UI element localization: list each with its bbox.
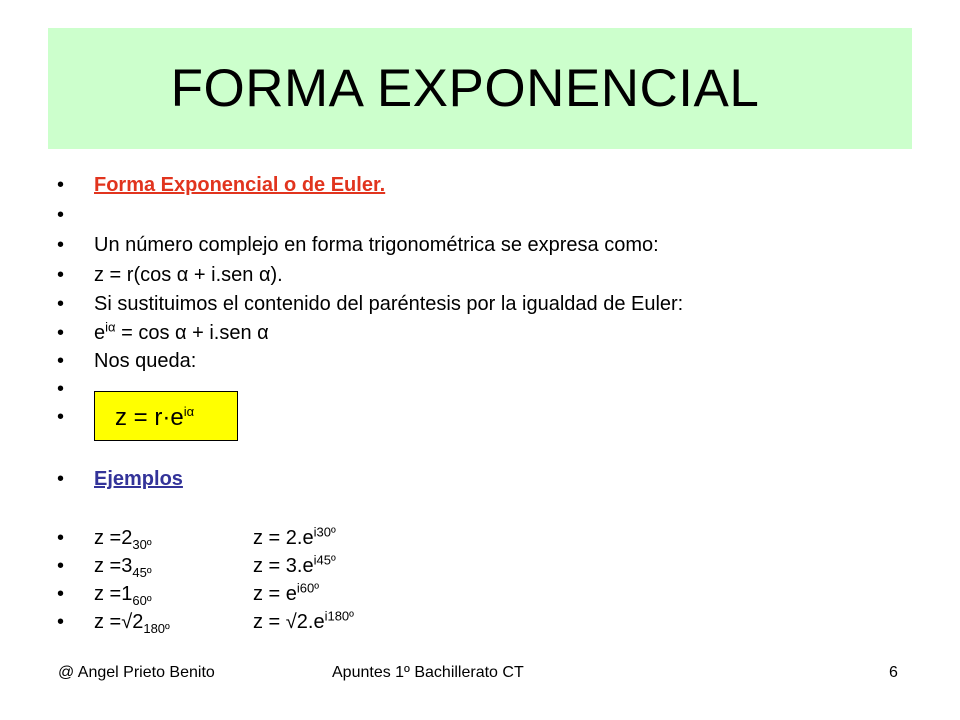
example-exponential: $z = √2.e^{i180º}$ (253, 608, 354, 633)
example-exponential: $z = 2.e^{i30º}$ (253, 524, 336, 549)
bullet: • (57, 527, 65, 549)
example-exponential: $z = e^{i60º}$ (253, 580, 320, 605)
bullet: • (57, 264, 65, 286)
bullet: • (57, 583, 65, 605)
bullet: • (57, 378, 65, 400)
section-heading: Forma Exponencial o de Euler. (94, 174, 386, 196)
slide-title: FORMA EXPONENCIAL (170, 59, 760, 118)
example-polar: $z =1_{60º}$ (94, 583, 152, 608)
bullet: • (57, 174, 65, 196)
example-polar: $z =2_{30º}$ (94, 527, 152, 552)
example-polar: $z =3_{45º}$ (94, 555, 152, 580)
exponential-form-equation: $z = r\cdot e^{i\alpha}$ (115, 404, 195, 431)
bullet: • (57, 350, 65, 372)
bullet: • (57, 555, 65, 577)
bullet-text: Un número complejo en forma trigonométrica se expresa como: (94, 234, 659, 256)
bullet-text: Si sustituimos el contenido del paréntesis por la igualdad de Euler: (94, 293, 684, 315)
bullet: • (57, 468, 65, 490)
bullet: • (57, 406, 65, 428)
title-banner (48, 28, 912, 149)
footer-author: @ Angel Prieto Benito (58, 664, 215, 681)
examples-heading: Ejemplos (94, 468, 183, 490)
footer-course: Apuntes 1º Bachillerato CT (332, 664, 524, 681)
exponential-form-box (94, 391, 238, 441)
example-exponential: $z = 3.e^{i45º}$ (253, 552, 336, 577)
bullet: • (57, 234, 65, 256)
example-polar: $z =√2_{180º}$ (94, 611, 170, 636)
bullet: • (57, 204, 65, 226)
bullet: • (57, 611, 65, 633)
bullet: • (57, 322, 65, 344)
bullet-text: Nos queda: (94, 350, 197, 372)
euler-identity: $e^{i\alpha} = \cos \alpha + i.sen$ α (94, 319, 269, 344)
bullet: • (57, 293, 65, 315)
bullet-text: z = r(cos α + i.sen α). (94, 264, 283, 286)
page-number: 6 (889, 664, 898, 681)
